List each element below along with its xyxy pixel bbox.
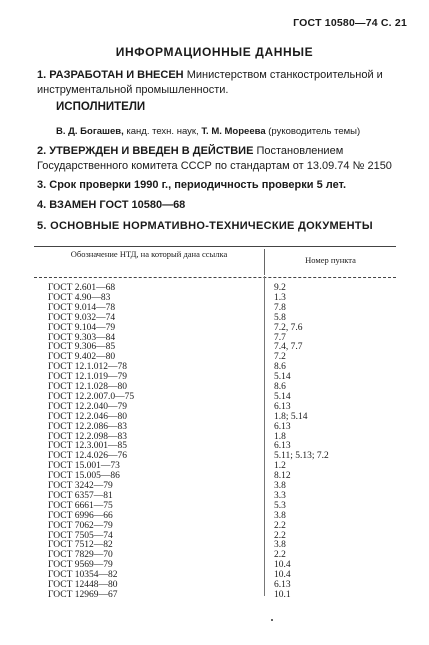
row-point: 10.4 xyxy=(274,570,291,581)
row-point: 7.8 xyxy=(274,302,286,313)
section-1-text: Министерством станкостроительной и инструментальной промышленности. xyxy=(37,69,383,96)
row-point: 3.8 xyxy=(274,481,286,491)
row-point: 2.2 xyxy=(274,550,286,561)
row-point: 6.13 xyxy=(274,421,291,432)
table-row xyxy=(34,432,396,442)
row-document: ГОСТ 12.2.098—83 xyxy=(48,431,127,442)
table-row xyxy=(34,531,396,541)
row-point: 7.2, 7.6 xyxy=(274,322,303,333)
table-row xyxy=(34,372,396,382)
row-point: 7.4, 7.7 xyxy=(274,342,303,353)
person-1-role: канд. техн. наук, xyxy=(126,126,199,137)
row-document: ГОСТ 12.2.046—80 xyxy=(48,411,127,422)
table-row xyxy=(34,313,396,323)
row-point: 1.2 xyxy=(274,461,286,472)
table-row xyxy=(34,550,396,560)
person-1-name: В. Д. Богашев, xyxy=(56,126,124,137)
section-1-number: 1. xyxy=(37,69,47,81)
table-row xyxy=(34,283,396,293)
row-document: ГОСТ 7829—70 xyxy=(48,550,113,561)
section-4 xyxy=(37,198,397,213)
section-5 xyxy=(37,219,397,234)
section-1-bold: РАЗРАБОТАН И ВНЕСЕН xyxy=(49,69,184,81)
row-point: 1.3 xyxy=(274,292,286,303)
table-row xyxy=(34,511,396,521)
section-3-text: Срок проверки 1990 г., периодичность проверки 5 лет. xyxy=(49,179,347,191)
row-document: ГОСТ 9.032—74 xyxy=(48,312,116,323)
row-point: 7.2 xyxy=(274,352,286,363)
table-header xyxy=(34,246,396,278)
row-document: ГОСТ 9.014—78 xyxy=(48,302,116,313)
section-3-number: 3. xyxy=(37,179,47,191)
row-point: 6.13 xyxy=(274,401,291,412)
section-5-number: 5. xyxy=(37,220,47,232)
row-document: ГОСТ 12.2.007.0—75 xyxy=(48,391,135,402)
section-3 xyxy=(37,178,397,193)
table-row xyxy=(34,303,396,313)
row-document: ГОСТ 12.1.019—79 xyxy=(48,372,127,383)
row-document: ГОСТ 9.402—80 xyxy=(48,352,116,363)
table-row xyxy=(34,521,396,531)
row-document: ГОСТ 12.2.086—83 xyxy=(48,421,127,432)
row-point: 8.6 xyxy=(274,362,286,373)
page-title: ИНФОРМАЦИОННЫЕ ДАННЫЕ xyxy=(115,45,314,59)
person-2-name: Т. М. Мореева xyxy=(201,126,266,137)
table-row xyxy=(34,402,396,412)
row-point: 6.13 xyxy=(274,580,291,590)
row-point: 10.1 xyxy=(274,589,291,600)
row-document: ГОСТ 12.4.026—76 xyxy=(48,451,127,462)
table-row xyxy=(34,441,396,451)
section-4-number: 4. xyxy=(37,199,47,211)
section-1 xyxy=(37,68,397,98)
table-row xyxy=(34,342,396,352)
executors-list xyxy=(56,126,416,137)
row-point: 8.6 xyxy=(274,382,286,392)
row-document: ГОСТ 9.303—84 xyxy=(48,332,116,343)
page-header: ГОСТ 10580—74 С. 21 xyxy=(293,17,407,29)
row-point: 5.3 xyxy=(274,500,286,511)
row-document: ГОСТ 12448—80 xyxy=(48,580,118,590)
row-document: ГОСТ 7505—74 xyxy=(48,530,113,541)
row-document: ГОСТ 7512—82 xyxy=(48,540,113,551)
row-point: 3.8 xyxy=(274,540,286,551)
table-row xyxy=(34,293,396,303)
row-point: 5.14 xyxy=(274,391,291,402)
row-point: 5.11; 5.13; 7.2 xyxy=(274,451,329,462)
row-document: ГОСТ 12.1.012—78 xyxy=(48,362,127,373)
row-point: 5.14 xyxy=(274,372,291,383)
table-row xyxy=(34,481,396,491)
section-2-number: 2. xyxy=(37,145,47,157)
row-document: ГОСТ 6661—75 xyxy=(48,500,113,511)
row-document: ГОСТ 15.005—86 xyxy=(48,471,120,482)
executors-title: ИСПОЛНИТЕЛИ xyxy=(56,101,146,113)
table-row xyxy=(34,540,396,550)
page-mark xyxy=(271,619,273,621)
row-document: ГОСТ 4.90—83 xyxy=(48,292,111,303)
row-point: 9.2 xyxy=(274,283,286,293)
table-row xyxy=(34,471,396,481)
table-row xyxy=(34,590,396,600)
table-row xyxy=(34,333,396,343)
row-point: 10.4 xyxy=(274,560,291,571)
section-2 xyxy=(37,144,397,174)
row-document: ГОСТ 6996—66 xyxy=(48,510,113,521)
row-document: ГОСТ 12.3.001—85 xyxy=(48,441,127,452)
section-5-text: ОСНОВНЫЕ НОРМАТИВНО-ТЕХНИЧЕСКИЕ ДОКУМЕНТЫ xyxy=(50,220,373,232)
table-row xyxy=(34,412,396,422)
table-row xyxy=(34,451,396,461)
column-header-point: Номер пункта xyxy=(305,255,356,265)
row-point: 6.13 xyxy=(274,441,291,452)
row-point: 2.2 xyxy=(274,520,286,531)
row-point: 3.3 xyxy=(274,490,286,501)
table-row xyxy=(34,461,396,471)
row-document: ГОСТ 2.601—68 xyxy=(48,283,116,293)
section-4-text: ВЗАМЕН ГОСТ 10580—68 xyxy=(49,199,186,211)
row-point: 3.8 xyxy=(274,510,286,521)
table-row xyxy=(34,560,396,570)
row-document: ГОСТ 12.1.028—80 xyxy=(48,382,127,392)
row-point: 5.8 xyxy=(274,312,286,323)
row-document: ГОСТ 3242—79 xyxy=(48,481,113,491)
column-header-document: Обозначение НТД, на который дана ссылка xyxy=(34,249,265,275)
row-document: ГОСТ 6357—81 xyxy=(48,490,113,501)
table-row xyxy=(34,491,396,501)
row-point: 8.12 xyxy=(274,471,291,482)
table-row xyxy=(34,382,396,392)
table-row xyxy=(34,422,396,432)
section-2-bold: УТВЕРЖДЕН И ВВЕДЕН В ДЕЙСТВИЕ xyxy=(49,145,254,157)
row-document: ГОСТ 12969—67 xyxy=(48,589,118,600)
row-document: ГОСТ 9.104—79 xyxy=(48,322,116,333)
row-point: 2.2 xyxy=(274,530,286,541)
table-row xyxy=(34,323,396,333)
section-2-text: Постановлением Государственного комитета СССР по стандартам от 13.09.74 № 2150 xyxy=(37,145,392,172)
row-document: ГОСТ 12.2.040—79 xyxy=(48,401,127,412)
table-row xyxy=(34,580,396,590)
table-row xyxy=(34,392,396,402)
row-document: ГОСТ 7062—79 xyxy=(48,520,113,531)
table-row xyxy=(34,501,396,511)
row-document: ГОСТ 9569—79 xyxy=(48,560,113,571)
row-document: ГОСТ 10354—82 xyxy=(48,570,118,581)
row-point: 1.8; 5.14 xyxy=(274,411,308,422)
table-row xyxy=(34,570,396,580)
row-point: 7.7 xyxy=(274,332,286,343)
table-row xyxy=(34,352,396,362)
row-document: ГОСТ 9.306—85 xyxy=(48,342,116,353)
row-point: 1.8 xyxy=(274,431,286,442)
row-document: ГОСТ 15.001—73 xyxy=(48,461,120,472)
person-2-role: (руководитель темы) xyxy=(268,126,361,137)
table-row xyxy=(34,362,396,372)
